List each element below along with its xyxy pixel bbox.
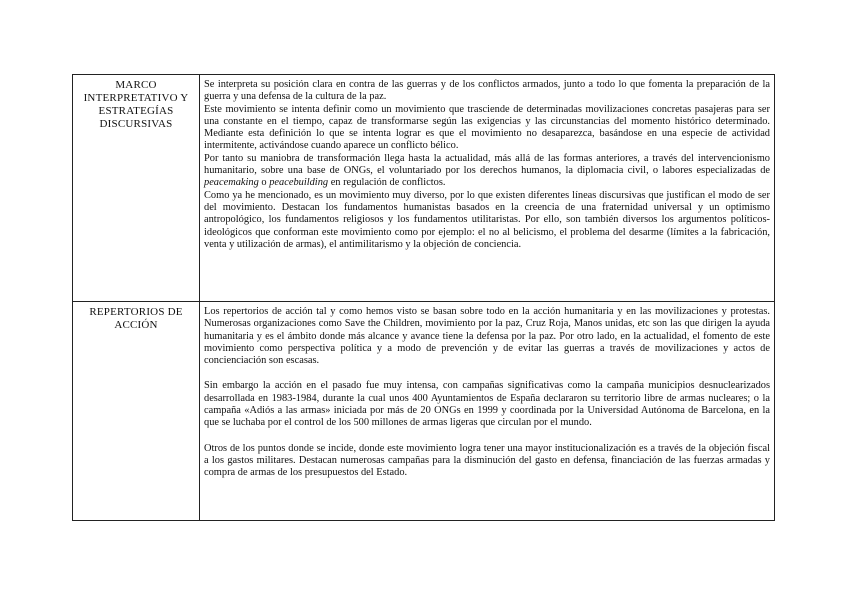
italic-term-peacebuilding: peacebuilding	[269, 177, 329, 189]
row-content-repertorios-de-accion	[200, 302, 775, 521]
paragraph: Sin embargo la acción en el pasado fue muy intensa, con campañas significativas como la campaña municipios desnuclearizados desarrollada en 1983-1984, durante la cual unos 400 Ayuntamientos de España declararon su territorio libre de armas nucleares; o la campaña «Adiós a las armas» iniciada por más de 20 ONGs en 1999 y coordinada por la Universidad Autónoma de Barcelona, en la que se luchaba por el control de los 500 millones de armas ligeras que circulan por el mundo.	[204, 380, 770, 429]
document-table	[72, 74, 775, 521]
italic-term-peacemaking: peacemaking	[204, 177, 259, 189]
paragraph: Los repertorios de acción tal y como hemos visto se basan sobre todo en la acción humanitaria y en las movilizaciones y protestas. Numerosas organizaciones como Save the Children, movimiento por la paz, Cruz Roja, Manos unidas, etc son las que dirigen la ayuda humanitaria y es el ámbito donde más alcance y avance tiene la defensa por la paz. Por otro lado, en la actualidad, el fomento de este movimiento como perspectiva política y a modo de prevención y de evitar las guerras a través de movilizaciones y actos de concienciación son escasas.	[204, 306, 770, 367]
row-label-repertorios-de-accion: REPERTORIOS DE ACCIÓN	[73, 302, 200, 521]
table-row	[73, 75, 775, 302]
table-row	[73, 302, 775, 521]
text-run: Por tanto su maniobra de transformación llega hasta la actualidad, más allá de las formas anteriores, a través del intervencionismo humanitario, sobre una base de ONGs, el voluntariado por los derechos humanos, la diplomacia civil, o labores especializadas de	[204, 152, 770, 177]
paragraph: Se interpreta su posición clara en contra de las guerras y de los conflictos armados, junto a todo lo que fomenta la preparación de la guerra y una defensa de la cultura de la paz.	[204, 79, 770, 103]
paragraph: Como ya he mencionado, es un movimiento muy diverso, por lo que existen diferentes líneas discursivas que justifican el modo de ser del movimiento. Destacan los fundamentos humanistas basados en la creencia de una fraternidad universal y un optimismo antropológico, los fundamentos religiosos y los fundamentos utilitaristas. Por ello, son también diversos los argumentos políticos-ideológicos que conforman este movimiento como por ejemplo: el no al belicismo, el problema del desarme (límites a la fabricación, venta y utilización de armas), el antimilitarismo y la objeción de conciencia.	[204, 189, 770, 250]
paragraph: Este movimiento se intenta definir como un movimiento que trasciende de determinadas movilizaciones concretas pasajeras para ser una constante en el tiempo, capaz de transformarse según las exigencias y las circunstancias del momento histórico determinado. Mediante esta definición lo que se intenta lograr es que el movimiento no desaparezca, basándose en una especie de actividad intermitente, activándose cuando aparece un conflicto bélico.	[204, 103, 770, 152]
row-label-marco-interpretativo: MARCO INTERPRETATIVO Y ESTRATEGÍAS DISCURSIVAS	[73, 75, 200, 302]
text-run: en regulación de conflictos.	[328, 177, 446, 189]
paragraph: Otros de los puntos donde se incide, donde este movimiento logra tener una mayor institucionalización es a través de la objeción fiscal a los gastos militares. Destacan numerosas campañas para la disminución del gasto en defensa, financiación de las fuerzas armadas y compra de armas de los presupuestos del Estado.	[204, 442, 770, 479]
row-content-marco-interpretativo	[200, 75, 775, 302]
text-run: o	[258, 177, 270, 189]
paragraph	[204, 153, 770, 190]
